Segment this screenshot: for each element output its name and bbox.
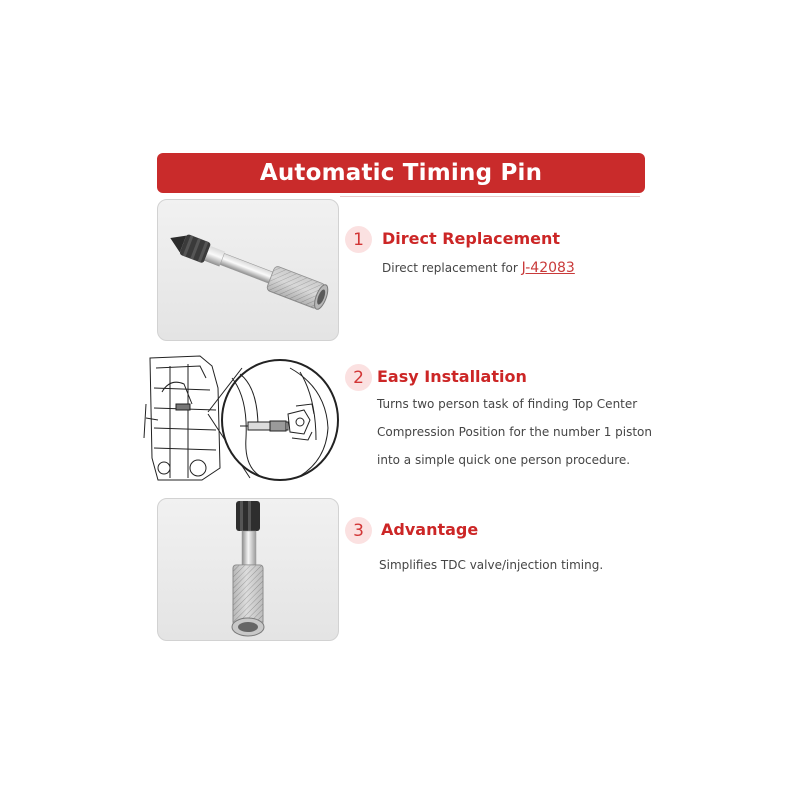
timing-pin-end-illustration [158,499,338,640]
title-banner [157,153,645,193]
feature-3-description: Simplifies TDC valve/injection timing. [379,558,604,572]
feature-2-title: Easy Installation [377,367,527,386]
feature-1-text-prefix: Direct replacement for [382,261,518,275]
feature-2-line-1: Turns two person task of finding Top Center [377,397,638,411]
feature-2-description [377,390,652,474]
part-number-link[interactable]: J-42083 [521,260,575,276]
feature-3-title: Advantage [381,520,479,539]
engine-installation-diagram [140,348,340,488]
title-divider [340,196,640,197]
feature-1-description [382,254,575,282]
step-2-badge: 2 [345,364,372,391]
feature-2-line-2: Compression Position for the number 1 piston [377,425,652,439]
step-1-badge: 1 [345,226,372,253]
timing-pin-end-photo [157,498,339,641]
feature-2-line-3: into a simple quick one person procedure. [377,453,631,467]
page-title: Automatic Timing Pin [259,160,543,186]
feature-1-title: Direct Replacement [382,229,561,248]
step-3-badge: 3 [345,517,372,544]
engine-line-drawing [140,348,340,488]
timing-pin-side-photo [157,199,339,341]
timing-pin-side-illustration [158,200,338,340]
